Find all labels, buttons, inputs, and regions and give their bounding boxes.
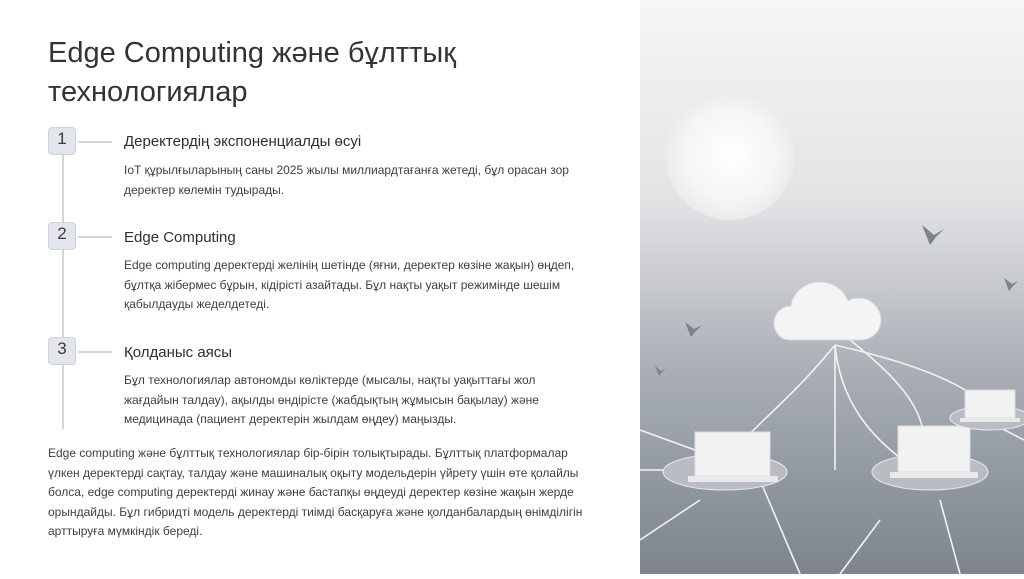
sun-icon — [665, 90, 795, 220]
illustration-svg — [640, 0, 1024, 574]
step-number-badge: 1 — [48, 127, 76, 155]
step-connector — [78, 351, 112, 353]
step-connector — [78, 141, 112, 143]
step-connector — [78, 236, 112, 238]
step-heading: Edge Computing — [124, 229, 236, 246]
timeline-line — [62, 153, 64, 429]
step-heading: Қолданыс аясы — [124, 344, 233, 361]
step-heading: Деректердің экспоненциалды өсуі — [124, 133, 362, 150]
slide-title: Edge Computing және бұлттық технологиялар — [48, 37, 456, 108]
step-text: IoT құрылғыларының саны 2025 жылы миллиардтағанға жетеді, бұл орасан зор деректер көлемін тудырады. — [124, 163, 569, 197]
step-text: Edge computing деректерді желінің шетінде (яғни, деректер көзіне жақын) өңдеп, бұлтқа жібермес бұрын, кідірісті азайтады. Бұл нақты уақыт режимінде шешім қабылдауды жеделдетеді. — [124, 258, 575, 311]
step-text: Бұл технологиялар автономды көліктерде (мысалы, нақты уақыттағы жол жағдайын талдау), ақылды өндірісте (жабдықтың жұмысын бақылау) және медицинада (пациент деректерін жылдам өңдеу) маңызды. — [124, 373, 539, 426]
cloud-network-illustration — [640, 0, 1024, 574]
step-number-badge: 3 — [48, 337, 76, 365]
step-number-badge: 2 — [48, 222, 76, 250]
summary-paragraph: Edge computing және бұлттық технологиялар бір-бірін толықтырады. Бұлттық платформалар үлкен деректерді сақтау, талдау және машиналық оқыту модельдерін үйрету үшін өте қолайлы болса, edge computing деректерді жинау және бастапқы өңдеуді деректер көзіне жақын жерде орындайды. Бұл гибридті модель деректерді тиімді басқаруға және қолданбалардың өнімділігін арттыруға мүмкіндік береді. — [48, 446, 583, 538]
